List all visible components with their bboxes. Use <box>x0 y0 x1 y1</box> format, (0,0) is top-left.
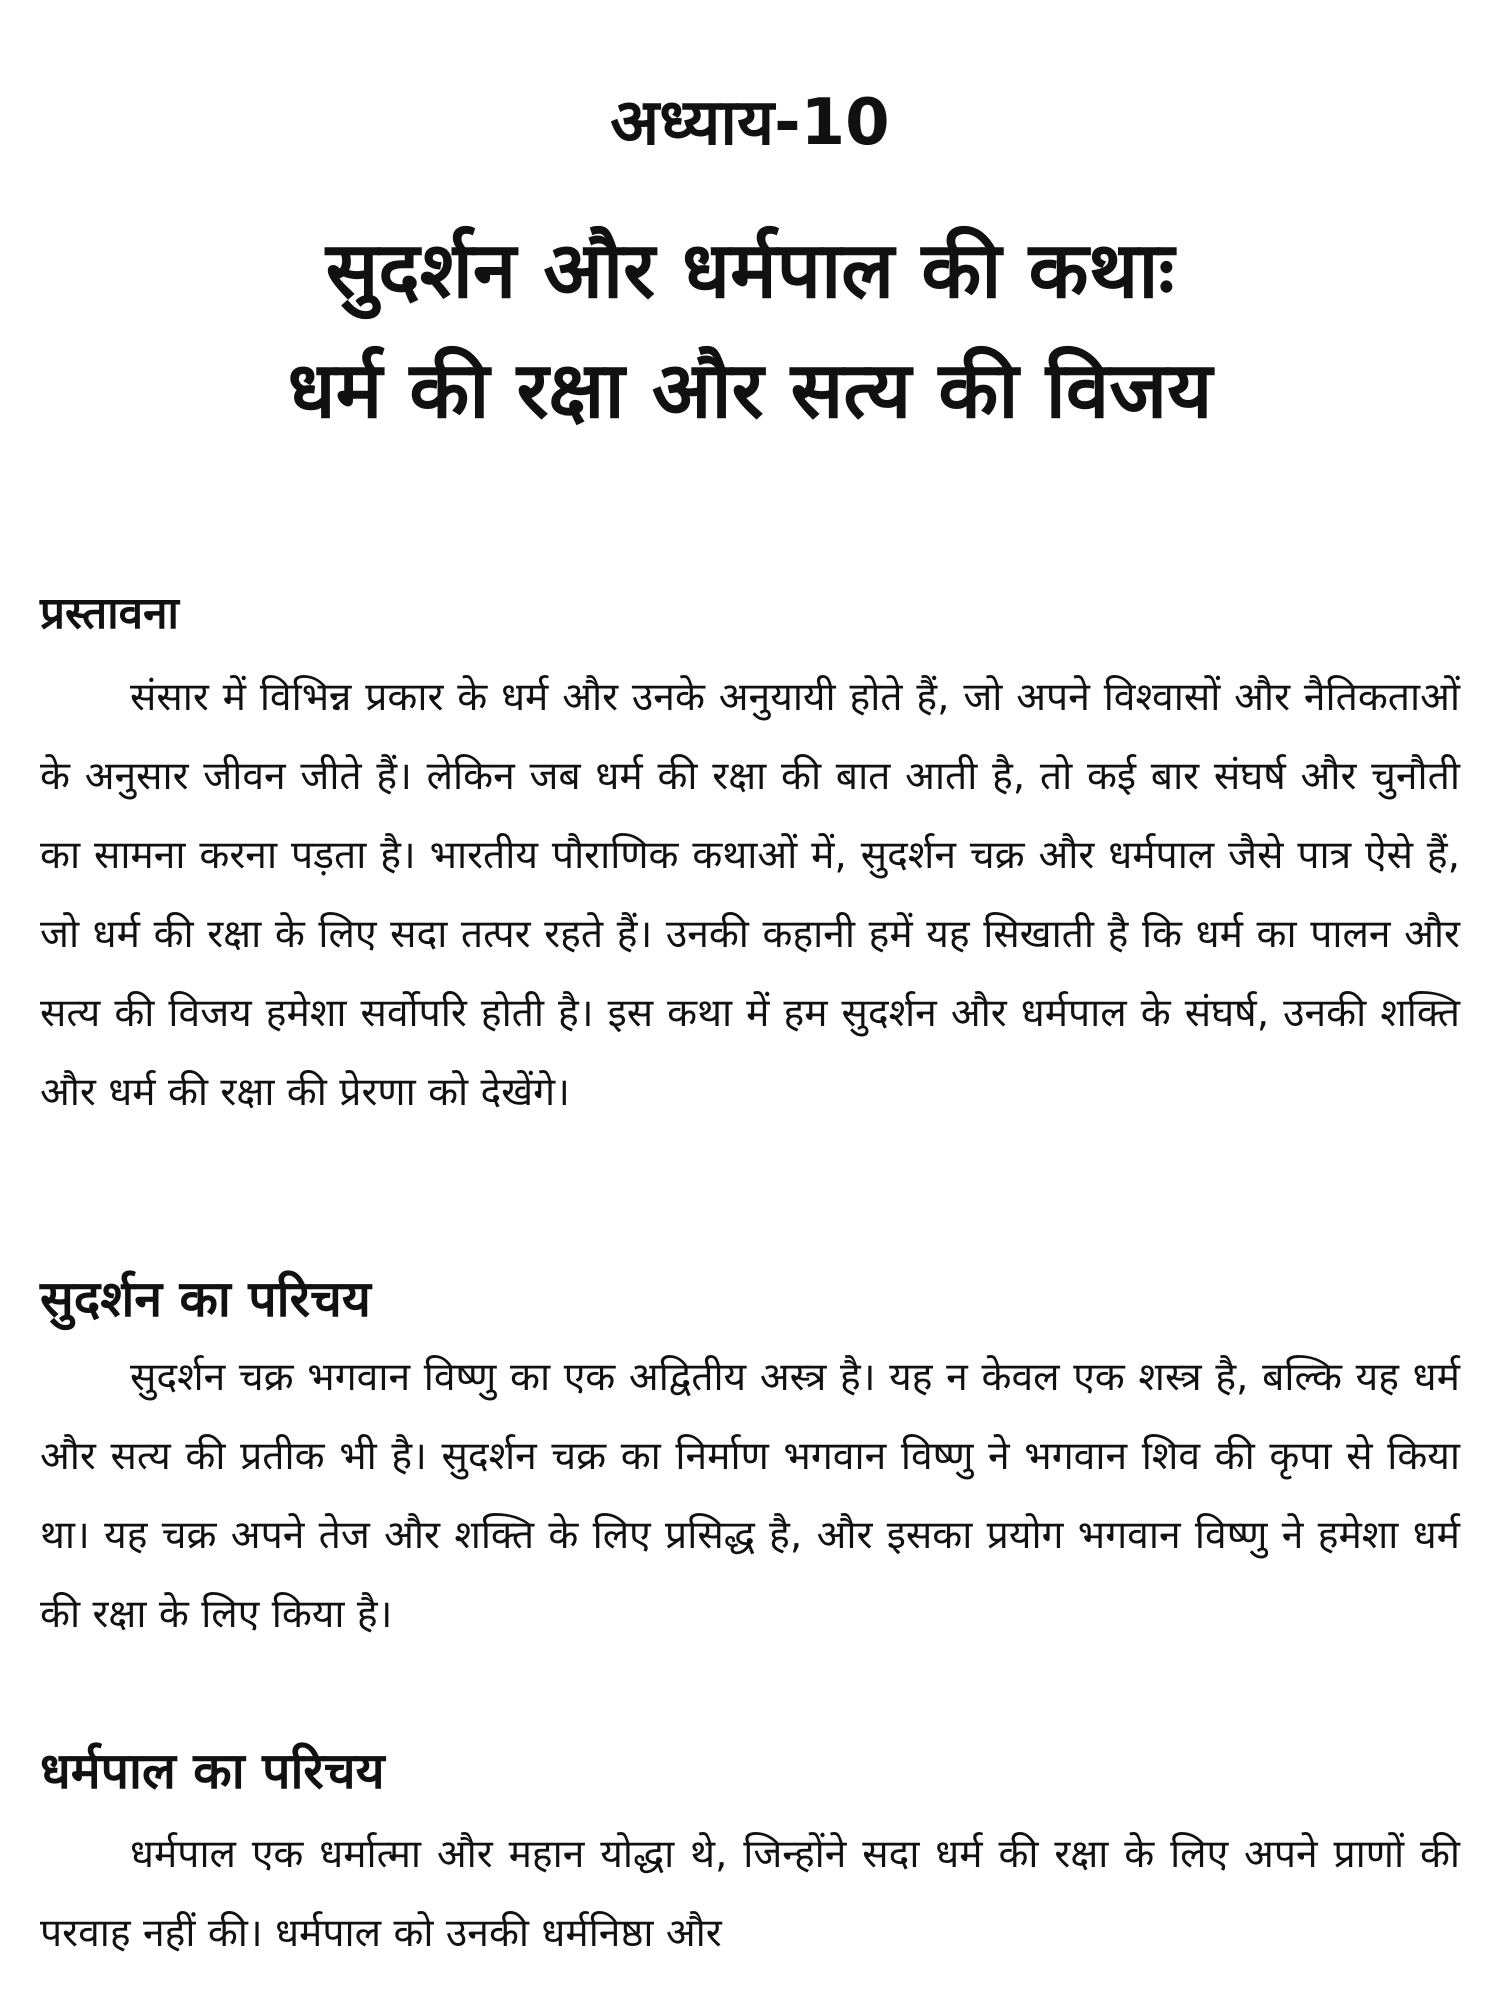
section-heading-sudarshan: सुदर्शन का परिचय <box>40 1270 371 1328</box>
section-heading-intro: प्रस्तावना <box>40 588 179 639</box>
paragraph-dharmapal: धर्मपाल एक धर्मात्मा और महान योद्धा थे, जिन्होंने सदा धर्म की रक्षा के लिए अपने प्राणों की परवाह नहीं की। धर्मपाल को उनकी धर्मनिष्ठा और <box>40 1832 1460 1956</box>
paragraph-sudarshan: सुदर्शन चक्र भगवान विष्णु का एक अद्वितीय अस्त्र है। यह न केवल एक शस्त्र है, बल्कि यह धर्म और सत्य की प्रतीक भी है। सुदर्शन चक्र का निर्माण भगवान विष्णु ने भगवान शिव की कृपा से किया था। यह चक्र अपने तेज और शक्ति के लिए प्रसिद्ध है, और इसका प्रयोग भगवान विष्णु ने हमेशा धर्म की रक्षा के लिए किया है। <box>40 1355 1460 1637</box>
chapter-title-line-1: सुदर्शन और धर्मपाल की कथाः <box>325 226 1175 316</box>
chapter-title-line-2: धर्म की रक्षा और सत्य की विजय <box>287 346 1213 436</box>
section-heading-dharmapal: धर्मपाल का परिचय <box>40 1742 385 1800</box>
paragraph-intro: संसार में विभिन्न प्रकार के धर्म और उनके अनुयायी होते हैं, जो अपने विश्वासों और नैतिकताओं के अनुसार जीवन जीते हैं। लेकिन जब धर्म की रक्षा की बात आती है, तो कई बार संघर्ष और चुनौती का सामना करना पड़ता है। भारतीय पौराणिक कथाओं में, सुदर्शन चक्र और धर्मपाल जैसे पात्र ऐसे हैं, जो धर्म की रक्षा के लिए सदा तत्पर रहते हैं। उनकी कहानी हमें यह सिखाती है कि धर्म का पालन और सत्य की विजय हमेशा सर्वोपरि होती है। इस कथा में हम सुदर्शन और धर्मपाल के संघर्ष, उनकी शक्ति और धर्म की रक्षा की प्रेरणा को देखेंगे। <box>40 675 1460 1115</box>
chapter-number: अध्याय-10 <box>610 86 890 160</box>
